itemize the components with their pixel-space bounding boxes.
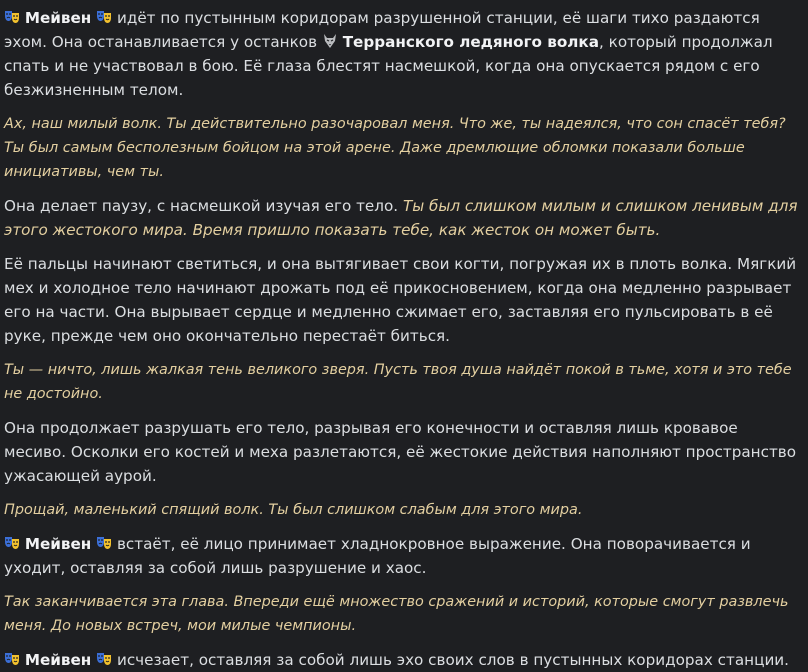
paragraph-5: Ты — ничто, лишь жалкая тень великого зверя. Пусть твоя душа найдёт покой в тьме, хотя и это тебе не достойно.: [4, 362, 792, 402]
narration-text: Она делает паузу, с насмешкой изучая его тело.: [4, 197, 403, 215]
narration-text: , который продолжал спать и не участвовал в бою. Её глаза блестят насмешкой, когда она опускается рядом с его безжизненным телом.: [4, 33, 773, 99]
wolf-name: Терранского ледяного волка: [342, 33, 599, 51]
paragraph-6: Она продолжает разрушать его тело, разрывая его конечности и оставляя лишь кровавое месиво. Осколки его костей и меха разлетаются, её жестокие действия наполняют пространство ужасающей аурой.: [4, 419, 797, 485]
paragraph-8: [4, 532, 798, 580]
wolf-icon: [322, 33, 338, 49]
narration-text: исчезает, оставляя за собой лишь эхо своих слов в пустынных коридорах станции.: [112, 651, 790, 669]
paragraph-10: [4, 648, 798, 672]
character-name: Мейвен: [24, 535, 92, 553]
paragraph-7: Прощай, маленький спящий волк. Ты был слишком слабым для этого мира.: [4, 502, 583, 518]
theater-masks-icon: [4, 651, 20, 667]
theater-masks-icon: [96, 651, 112, 667]
character-name: Мейвен: [24, 9, 92, 27]
narration-text: встаёт, её лицо принимает хладнокровное выражение. Она поворачивается и уходит, оставляя за собой лишь разрушение и хаос.: [4, 535, 751, 577]
paragraph-4: Её пальцы начинают светиться, и она вытягивает свои когти, погружая их в плоть волка. Мягкий мех и холодное тело начинают дрожать под её прикосновением, когда она медленно разрывает его на части. Она вырывает сердце и медленно сжимает его, заставляя его пульсировать в её руке, прежде чем оно окончательно перестаёт биться.: [4, 255, 797, 345]
paragraph-1: [4, 6, 798, 102]
paragraph-2: Ах, наш милый волк. Ты действительно разочаровал меня. Что же, ты надеялся, что сон спасёт тебя? Ты был самым бесполезным бойцом на этой арене. Даже дремлющие обломки показали больше инициативы, чем ты.: [4, 116, 786, 180]
paragraph-3: [4, 194, 798, 242]
theater-masks-icon: [4, 9, 20, 25]
paragraph-9: Так заканчивается эта глава. Впереди ещё множество сражений и историй, которые смогут развлечь меня. До новых встреч, мои милые чемпионы.: [4, 594, 789, 634]
italic-speech: Ты был слишком милым и слишком ленивым для этого жестокого мира. Время пришло показать тебе, как жесток он может быть.: [4, 197, 798, 239]
theater-masks-icon: [96, 9, 112, 25]
character-name: Мейвен: [24, 651, 92, 669]
theater-masks-icon: [96, 535, 112, 551]
theater-masks-icon: [4, 535, 20, 551]
narration-text: идёт по пустынным коридорам разрушенной станции, её шаги тихо раздаются эхом. Она останавливается у останков: [4, 9, 760, 51]
